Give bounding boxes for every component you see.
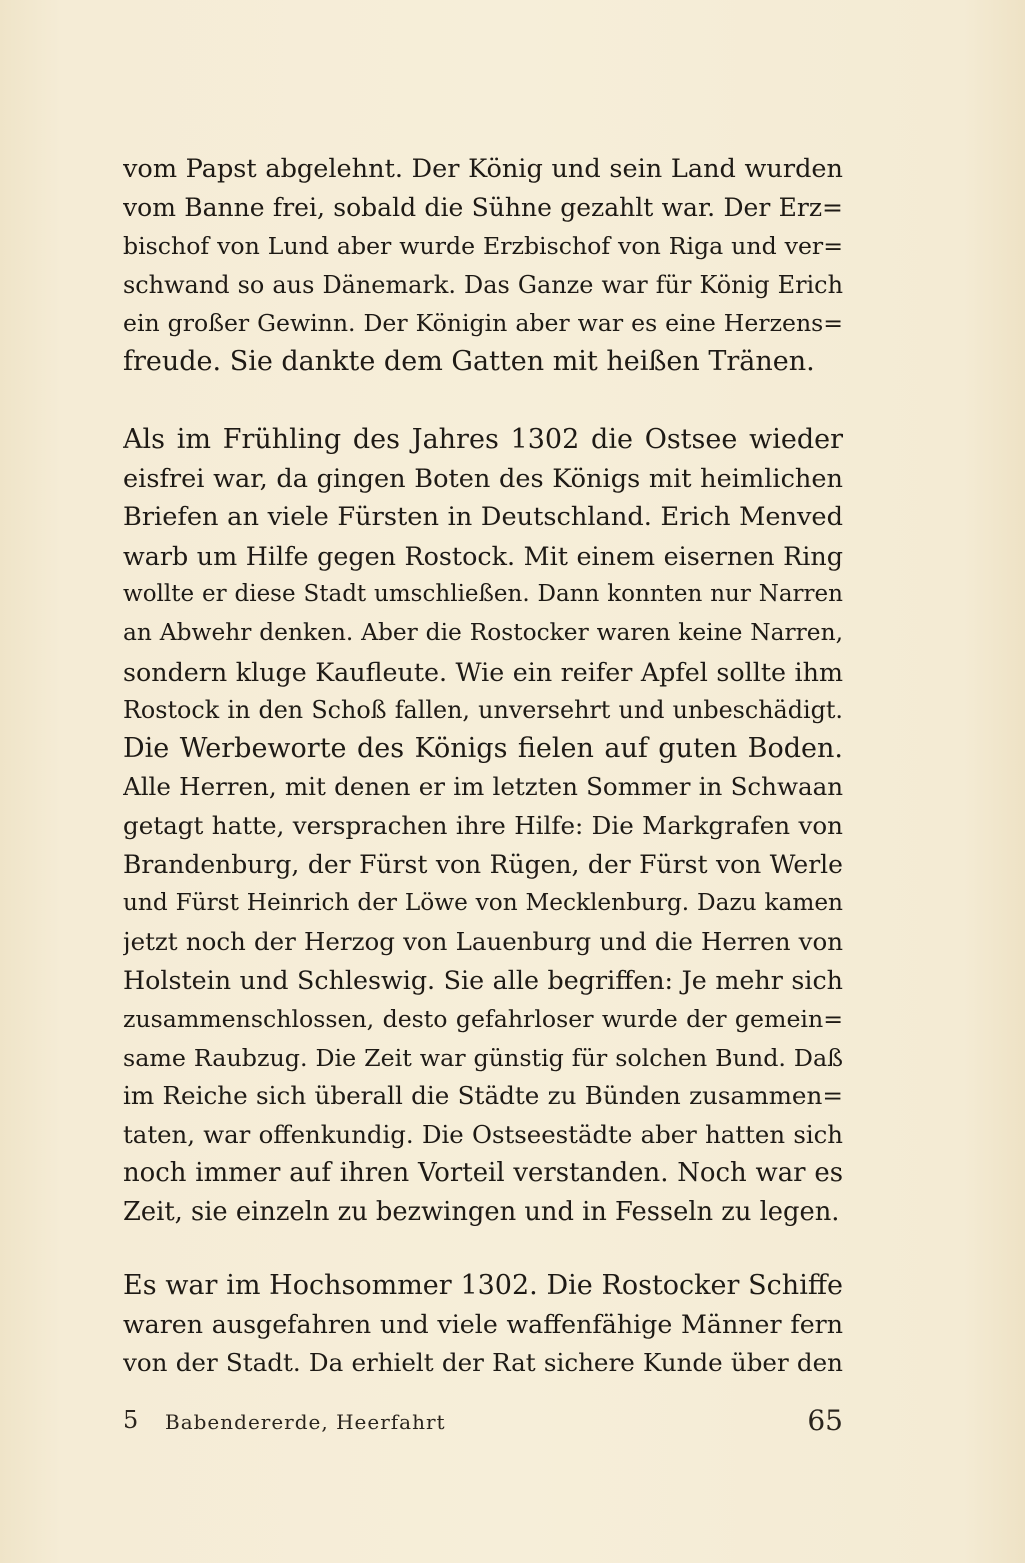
text-line: noch immer auf ihren Vorteil verstanden. Noch war es	[123, 1158, 843, 1189]
text-line: schwand so aus Dänemark. Das Ganze war für König Erich	[123, 270, 843, 299]
text-line: Es war im Hochsommer 1302. Die Rostocker Schiffe	[123, 1270, 843, 1301]
text-line: jetzt noch der Herzog von Lauenburg und die Herren von	[123, 926, 843, 956]
paragraph-1	[123, 150, 843, 382]
text-line: wollte er diese Stadt umschließen. Dann konnten nur Narren	[123, 581, 843, 608]
text-line: vom Banne frei, sobald die Sühne gezahlt war. Der Erz=	[123, 192, 843, 222]
text-line: getagt hatte, versprachen ihre Hilfe: Die Markgrafen von	[123, 810, 843, 840]
signature-number: 5	[123, 1406, 139, 1434]
text-line: ein großer Gewinn. Der Königin aber war es eine Herzens=	[123, 309, 843, 338]
text-line: freude. Sie dankte dem Gatten mit heißen Tränen.	[123, 345, 815, 377]
text-line: eisfrei war, da gingen Boten des Königs mit heimlichen	[123, 463, 843, 494]
text-line: an Abwehr denken. Aber die Rostocker waren keine Narren,	[123, 618, 843, 646]
text-line: taten, war offenkundig. Die Ostseestädte aber hatten sich	[123, 1119, 843, 1149]
text-line: Briefen an viele Fürsten in Deutschland. Erich Menved	[123, 502, 843, 533]
text-line: same Raubzug. Die Zeit war günstig für solchen Bund. Daß	[123, 1043, 843, 1072]
text-line: Die Werbeworte des Königs fielen auf guten Boden.	[123, 732, 843, 764]
text-line: Holstein und Schleswig. Sie alle begriffen: Je mehr sich	[123, 965, 843, 996]
text-line: Alle Herren, mit denen er im letzten Sommer in Schwaan	[123, 772, 843, 802]
text-line: zusammenschlossen, desto gefahrloser wurde der gemein=	[123, 1004, 843, 1033]
text-line: und Fürst Heinrich der Löwe von Mecklenburg. Dazu kamen	[123, 889, 843, 917]
page-footer	[123, 1400, 843, 1440]
text-line: Zeit, sie einzeln zu bezwingen und in Fesseln zu legen.	[123, 1196, 840, 1227]
text-line: Als im Frühling des Jahres 1302 die Ostsee wieder	[123, 424, 843, 455]
paragraph-2	[123, 421, 843, 1231]
signature-title: Babendererde, Heerfahrt	[165, 1410, 446, 1434]
page-number: 65	[807, 1404, 843, 1437]
paragraph-3	[123, 1267, 843, 1383]
text-line: waren ausgefahren und viele waffenfähige Männer fern	[123, 1309, 843, 1339]
text-line: vom Papst abgelehnt. Der König und sein Land wurden	[123, 154, 843, 184]
text-line: bischof von Lund aber wurde Erzbischof von Riga und ver=	[123, 232, 843, 261]
text-line: von der Stadt. Da erhielt der Rat sichere Kunde über den	[123, 1348, 843, 1378]
text-line: im Reiche sich überall die Städte zu Bünden zusammen=	[123, 1081, 843, 1111]
text-line: Brandenburg, der Fürst von Rügen, der Fürst von Werle	[123, 849, 843, 879]
text-line: warb um Hilfe gegen Rostock. Mit einem eisernen Ring	[123, 540, 843, 571]
text-line: sondern kluge Kaufleute. Wie ein reifer Apfel sollte ihm	[123, 656, 843, 687]
text-line: Rostock in den Schoß fallen, unversehrt und unbeschädigt.	[123, 696, 843, 725]
